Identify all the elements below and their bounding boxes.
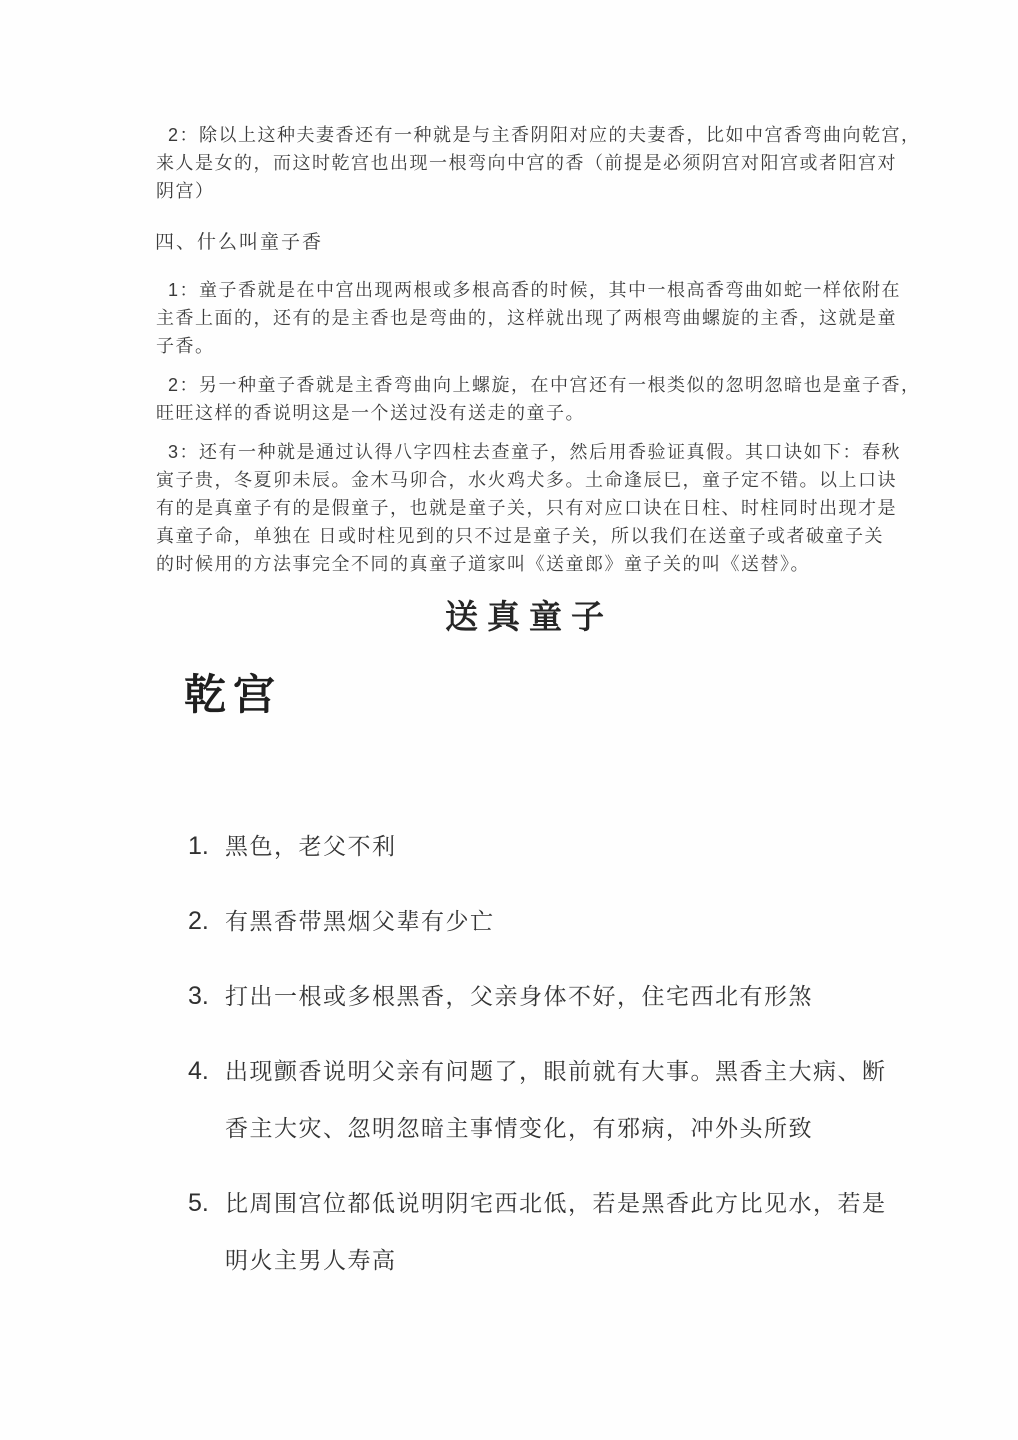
paragraph-line: 来人是女的，而这时乾宫也出现一根弯向中宫的香（前提是必须阴宫对阳宫或者阳宫对 [156, 153, 897, 173]
paragraph-line: 2：除以上这种夫妻香还有一种就是与主香阴阳对应的夫妻香，比如中宫香弯曲向乾宫， [168, 125, 921, 145]
section-heading: 四、什么叫童子香 [155, 232, 324, 253]
list-item-number: 3. [188, 982, 209, 1010]
paragraph-line: 子香。 [156, 336, 215, 356]
numbered-paragraph-1 [156, 276, 902, 360]
list-item-line: 明火主男人寿高 [225, 1247, 397, 1273]
list-item-text [225, 893, 908, 950]
list-item-line: 出现颤香说明父亲有问题了，眼前就有大事。黑香主大病、断 [225, 1058, 887, 1084]
paragraph-line: 1：童子香就是在中宫出现两根或多根高香的时候，其中一根高香弯曲如蛇一样依附在 [168, 280, 902, 300]
list-item-line: 香主大灾、忽明忽暗主事情变化，有邪病，冲外头所致 [225, 1115, 813, 1141]
list-item-line: 比周围宫位都低说明阴宅西北低，若是黑香此方比见水，若是 [225, 1190, 887, 1216]
numbered-paragraph-2 [156, 371, 921, 427]
paragraph-line: 寅子贵，冬夏卯未辰。金木马卯合，水火鸡犬多。土命逢辰巳，童子定不错。以上口诀 [156, 470, 897, 490]
paragraph-line: 旺旺这样的香说明这是一个送过没有送走的童子。 [156, 403, 585, 423]
palace-heading: 乾宫 [184, 671, 283, 718]
paragraph-line: 真童子命，单独在 日或时柱见到的只不过是童子关，所以我们在送童子或者破童子关 [156, 526, 884, 546]
list-item-line: 有黑香带黑烟父辈有少亡 [225, 908, 495, 934]
list-item-5 [188, 1175, 908, 1289]
palace-list [188, 818, 908, 1307]
list-item-number: 2. [188, 907, 209, 935]
paragraph-line: 有的是真童子有的是假童子，也就是童子关，只有对应口诀在日柱、时柱同时出现才是 [156, 498, 897, 518]
paragraph-line: 3：还有一种就是通过认得八字四柱去查童子，然后用香验证真假。其口诀如下：春秋 [168, 442, 902, 462]
list-item-number: 5. [188, 1189, 209, 1217]
list-item-3 [188, 968, 908, 1025]
list-item-line: 打出一根或多根黑香，父亲身体不好，住宅西北有形煞 [225, 983, 813, 1009]
numbered-paragraph-3 [156, 438, 902, 578]
list-item-text [225, 1175, 908, 1289]
list-item-2 [188, 893, 908, 950]
paragraph-line: 2：另一种童子香就是主香弯曲向上螺旋，在中宫还有一根类似的忽明忽暗也是童子香， [168, 375, 921, 395]
paragraph-line: 主香上面的，还有的是主香也是弯曲的，这样就出现了两根弯曲螺旋的主香，这就是童 [156, 308, 897, 328]
list-item-4 [188, 1043, 908, 1157]
list-item-line: 黑色，老父不利 [225, 833, 397, 859]
page-title: 送真童子 [445, 598, 613, 635]
list-item-number: 1. [188, 832, 209, 860]
list-item-1 [188, 818, 908, 875]
list-item-text [225, 1043, 908, 1157]
paragraph-line: 阴宫） [156, 181, 215, 201]
list-item-number: 4. [188, 1057, 209, 1085]
intro-paragraph [156, 121, 921, 205]
list-item-text [225, 968, 908, 1025]
paragraph-line: 的时候用的方法事完全不同的真童子道家叫《送童郎》童子关的叫《送替》。 [156, 554, 810, 574]
list-item-text [225, 818, 908, 875]
